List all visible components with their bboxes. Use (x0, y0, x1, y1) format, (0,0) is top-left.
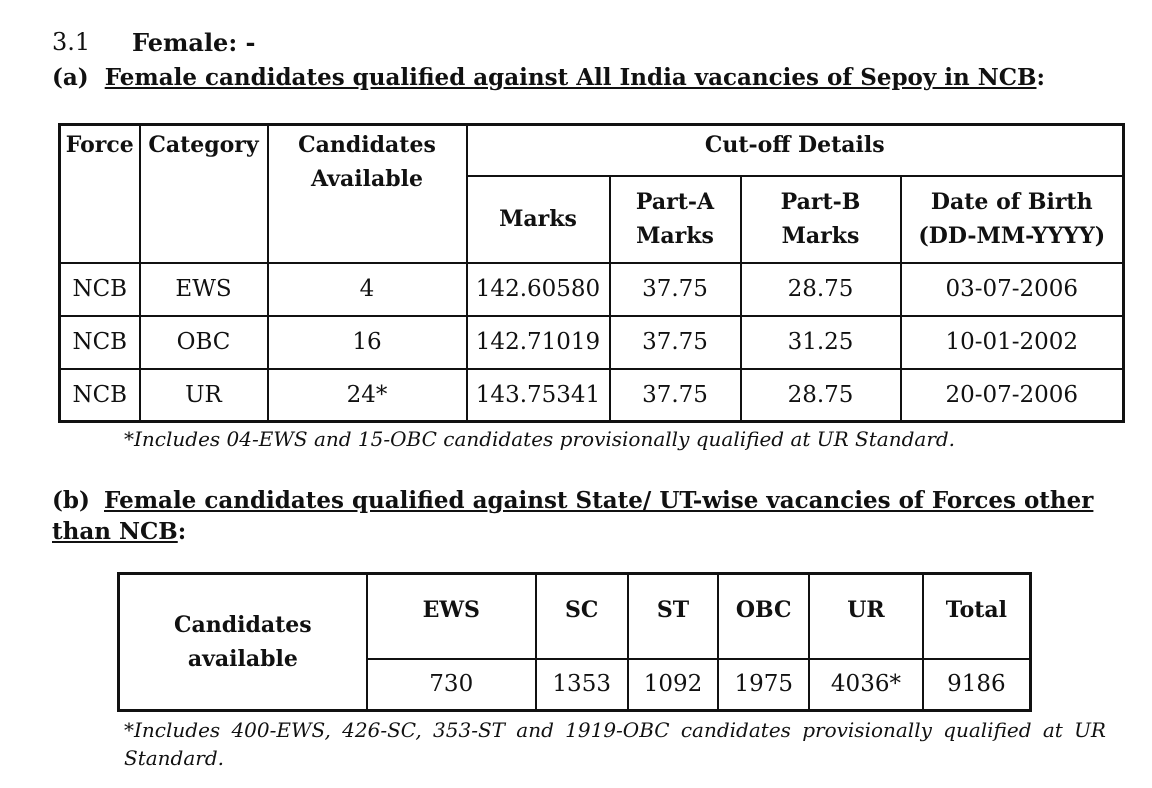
table-row (60, 316, 1124, 369)
part-a-title: Female candidates qualified against All India vacancies of Sepoy in NCB (104, 64, 1037, 91)
cell-ews: 730 (367, 659, 536, 711)
part-a-heading (52, 62, 1045, 93)
cell-sc: 1353 (536, 659, 628, 711)
cell-category: UR (140, 369, 268, 422)
cell-ur: 4036* (809, 659, 923, 711)
header-date-of-birth: Date of Birth (DD-MM-YYYY) (901, 176, 1124, 263)
header-ur: UR (809, 574, 923, 659)
cell-part-a-marks: 37.75 (610, 369, 741, 422)
cell-category: OBC (140, 316, 268, 369)
header-candidates-available: Candidates Available (268, 125, 467, 263)
header-force: Force (60, 125, 140, 263)
header-total: Total (923, 574, 1031, 659)
table-row (60, 369, 1124, 422)
cell-part-b-marks: 31.25 (741, 316, 901, 369)
part-a-title-suffix: : (1036, 64, 1045, 91)
cell-candidates: 24* (268, 369, 467, 422)
cell-candidates: 16 (268, 316, 467, 369)
cell-total: 9186 (923, 659, 1031, 711)
header-ews: EWS (367, 574, 536, 659)
table-row (60, 263, 1124, 316)
part-b-heading (52, 485, 1112, 547)
cell-st: 1092 (628, 659, 719, 711)
cell-marks: 142.71019 (467, 316, 610, 369)
cell-force: NCB (60, 369, 140, 422)
cell-category: EWS (140, 263, 268, 316)
header-category: Category (140, 125, 268, 263)
cell-marks: 143.75341 (467, 369, 610, 422)
header-marks: Marks (467, 176, 610, 263)
part-b-footnote: *Includes 400-EWS, 426-SC, 353-ST and 1919-OBC candidates provisionally qualified at UR Standard. (124, 718, 1106, 770)
cell-force: NCB (60, 263, 140, 316)
header-st: ST (628, 574, 719, 659)
cell-dob: 03-07-2006 (901, 263, 1124, 316)
part-b-table (117, 572, 1032, 712)
part-b-title-suffix: : (177, 518, 187, 545)
cell-part-a-marks: 37.75 (610, 263, 741, 316)
part-a-label: (a) (52, 64, 89, 91)
header-candidates-available: Candidates available (119, 574, 367, 711)
header-part-a-marks: Part-A Marks (610, 176, 741, 263)
cell-part-b-marks: 28.75 (741, 369, 901, 422)
cell-part-a-marks: 37.75 (610, 316, 741, 369)
header-part-b-marks: Part-B Marks (741, 176, 901, 263)
section-number: 3.1 (52, 28, 91, 56)
part-a-table (58, 123, 1125, 423)
part-b-title: Female candidates qualified against State/ UT-wise vacancies of Forces other than NCB (52, 487, 1094, 545)
part-b-label: (b) (52, 487, 90, 514)
cell-force: NCB (60, 316, 140, 369)
header-sc: SC (536, 574, 628, 659)
cell-candidates: 4 (268, 263, 467, 316)
part-a-footnote: *Includes 04-EWS and 15-OBC candidates provisionally qualified at UR Standard. (124, 427, 956, 451)
cell-part-b-marks: 28.75 (741, 263, 901, 316)
cell-obc: 1975 (718, 659, 809, 711)
cell-dob: 20-07-2006 (901, 369, 1124, 422)
section-title: Female: - (132, 28, 256, 57)
cell-marks: 142.60580 (467, 263, 610, 316)
header-cutoff-details: Cut-off Details (467, 125, 1124, 176)
header-obc: OBC (718, 574, 809, 659)
cell-dob: 10-01-2002 (901, 316, 1124, 369)
